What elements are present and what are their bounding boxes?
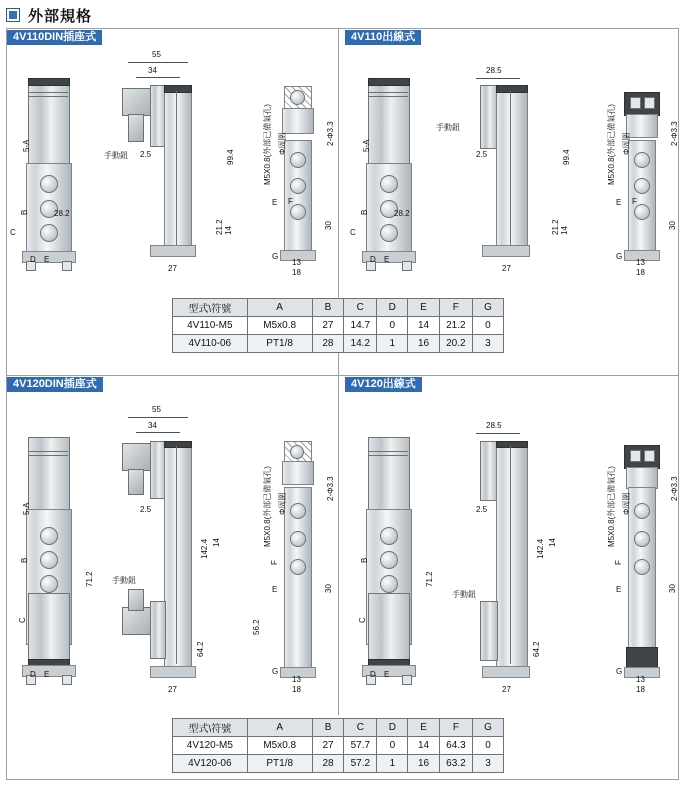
cell-b: 28 [312, 755, 344, 773]
dim-142-4-d: 142.4 [536, 538, 545, 559]
label-port-E-c: E [44, 670, 50, 679]
valve-body-side-c [164, 441, 192, 668]
cell-a: M5x0.8 [247, 737, 312, 755]
dim-18-b: 18 [636, 268, 645, 277]
label-manual-override-b: 手動鈕 [436, 123, 460, 132]
cell-g: 3 [472, 335, 503, 353]
th-type: 型式\符號 [173, 299, 248, 317]
din-connector-neck-c1 [128, 469, 144, 495]
center-line-side-c [176, 446, 177, 664]
center-line-side [176, 91, 177, 245]
dim-64-2-c: 64.2 [196, 641, 205, 657]
dim-99-4: 99.4 [226, 149, 235, 165]
plan-port-c1 [290, 503, 306, 519]
cell-d: 1 [377, 755, 408, 773]
plan-top-body-d [626, 467, 658, 489]
valve-top-cap-d [496, 441, 528, 448]
label-port-E2-d: E [616, 585, 622, 594]
coil-line-1b [368, 92, 408, 93]
coil-line-2 [28, 96, 68, 97]
valve-coil-top-d [368, 437, 410, 511]
port-circle-c2 [40, 551, 58, 569]
note-thread-d: M5X0.8(外部已備氣孔) [607, 466, 616, 547]
label-port-C-d: C [358, 617, 367, 623]
dim-30-d: 30 [668, 584, 677, 593]
cell-e: 16 [408, 755, 440, 773]
coil-line-d1 [368, 451, 408, 452]
mount-hole-right-d [402, 675, 412, 685]
plan-port-d3 [634, 559, 650, 575]
label-manual-override: 手動鈕 [104, 151, 128, 160]
label-port-D-d: D [370, 670, 376, 679]
lead-pin-d2 [644, 450, 655, 462]
port-circle-d1 [380, 527, 398, 545]
label-port-G: G [272, 252, 279, 261]
label-port-E-b: E [384, 255, 390, 264]
note-hole-d: 2-Φ3.3 [670, 476, 679, 501]
din-connector-neck-c2 [128, 589, 144, 611]
coil-cap-b [368, 78, 410, 86]
cell-type: 4V110-06 [173, 335, 248, 353]
th-b: B [312, 719, 344, 737]
drawing-4v110-lead [340, 0, 685, 345]
dim-14-d: 14 [548, 538, 557, 547]
plan-port-d2 [634, 531, 650, 547]
table-row [173, 737, 504, 755]
dim-28-5-b: 28.5 [486, 66, 502, 75]
dim-99-4-b: 99.4 [562, 149, 571, 165]
coil-line-2b [368, 96, 408, 97]
mount-hole-right-c [62, 675, 72, 685]
note-hole-b: 2-Φ3.3 [670, 121, 679, 146]
note-thread: M5X0.8(外部已備氣孔) [263, 104, 272, 185]
valve-top-cap-c [164, 441, 192, 448]
plan-port-c3 [290, 559, 306, 575]
note-dia-c: Φ周圍 [278, 492, 287, 515]
dim-line-34-c [136, 432, 180, 433]
drawing-4v120-lead [340, 375, 685, 715]
dim-56-2-c: 56.2 [252, 619, 261, 635]
dim-30-c: 30 [324, 584, 333, 593]
mount-hole-right-b [402, 261, 412, 271]
plan-port-c2 [290, 531, 306, 547]
label-port-C-b: C [350, 228, 356, 237]
cell-g: 3 [472, 755, 503, 773]
top-view-hole [290, 90, 305, 105]
center-line-side-b [510, 91, 511, 245]
din-connector-c1 [122, 443, 152, 471]
note-dia-d: Φ周圍 [622, 492, 631, 515]
dim-64-2-d: 64.2 [532, 641, 541, 657]
port-circle-1b [380, 175, 398, 193]
label-port-G-c: G [272, 667, 279, 676]
cell-e: 14 [408, 737, 440, 755]
dim-28-2-b: 28.2 [394, 209, 410, 218]
th-a: A [247, 719, 312, 737]
cell-f: 64.3 [439, 737, 472, 755]
base-plate-side-b [482, 245, 530, 257]
cell-type: 4V120-M5 [173, 737, 248, 755]
th-b: B [312, 299, 344, 317]
label-port-C: C [10, 228, 16, 237]
table-header-row [173, 719, 504, 737]
top-view-body [282, 108, 314, 134]
label-port-F-d: F [614, 560, 623, 565]
plan-port-d1 [634, 503, 650, 519]
label-port-B-b: B [360, 209, 369, 215]
spec-table-4v110 [172, 298, 504, 353]
cell-e: 14 [408, 317, 440, 335]
valve-body-side-d [496, 441, 528, 668]
dim-line-55-c [128, 417, 188, 418]
note-thread-c: M5X0.8(外部已備氣孔) [263, 466, 272, 547]
dim-2-5: 2.5 [140, 150, 152, 159]
th-g: G [472, 719, 503, 737]
dim-71-2-d: 71.2 [425, 571, 434, 587]
th-f: F [439, 299, 472, 317]
cell-c: 14.7 [344, 317, 377, 335]
label-manual-override-c: 手動鈕 [112, 576, 136, 585]
cell-b: 27 [312, 737, 344, 755]
label-port-D: D [30, 255, 36, 264]
dim-27: 27 [168, 264, 177, 273]
port-circle-3b [380, 224, 398, 242]
cell-f: 20.2 [439, 335, 472, 353]
cell-f: 21.2 [439, 317, 472, 335]
dim-27-d: 27 [502, 685, 511, 694]
table-row [173, 755, 504, 773]
dim-71-2-c: 71.2 [85, 571, 94, 587]
dim-14-b: 14 [560, 226, 569, 235]
th-e: E [408, 719, 440, 737]
label-port-F-c: F [270, 560, 279, 565]
dim-line-28-5d [476, 433, 520, 434]
dim-18-d: 18 [636, 685, 645, 694]
dim-13-c: 13 [292, 675, 301, 684]
plan-port-3 [290, 204, 306, 220]
dim-13-b: 13 [636, 258, 645, 267]
coil-line-c2 [28, 455, 68, 456]
dim-18-c: 18 [292, 685, 301, 694]
coil-line-c1 [28, 451, 68, 452]
cell-e: 16 [408, 335, 440, 353]
valve-top-cap [164, 85, 192, 93]
label-port-C-c: C [18, 617, 27, 623]
label-port-E-d: E [384, 670, 390, 679]
port-circle-3 [40, 224, 58, 242]
th-type: 型式\符號 [173, 719, 248, 737]
note-dia: Φ周圍 [278, 132, 287, 155]
label-port-E2: E [272, 198, 278, 207]
label-port-E2-b: E [616, 198, 622, 207]
section-title-4v110-lead: 4V110出線式 [345, 30, 421, 45]
lead-connector-block-d2 [626, 647, 658, 669]
dim-14: 14 [224, 226, 233, 235]
dim-55: 55 [152, 50, 161, 59]
label-port-B: B [20, 209, 29, 215]
dim-line-55 [128, 62, 188, 63]
port-circle-1 [40, 175, 58, 193]
label-port-D-c: D [30, 670, 36, 679]
section-title-4v110-din: 4V110DIN插座式 [7, 30, 102, 45]
dim-5-A-b: 5-A [362, 139, 371, 152]
cell-d: 0 [377, 737, 408, 755]
lead-pin-1 [630, 97, 641, 109]
dim-13-d: 13 [636, 675, 645, 684]
drawing-4v120-din [0, 375, 338, 715]
dim-142-4-c: 142.4 [200, 538, 209, 559]
dim-27-c: 27 [168, 685, 177, 694]
port-circle-c1 [40, 527, 58, 545]
lead-pin-d1 [630, 450, 641, 462]
base-plate-side-d [482, 666, 530, 678]
plan-port-2b [634, 178, 650, 194]
base-plate-side [150, 245, 196, 257]
cell-c: 57.7 [344, 737, 377, 755]
cell-d: 0 [377, 317, 408, 335]
th-d: D [377, 719, 408, 737]
dim-28-2: 28.2 [54, 209, 70, 218]
page-title: 外部規格 [28, 7, 93, 25]
dim-2-5-c: 2.5 [140, 505, 152, 514]
label-manual-override-d: 手動鈕 [452, 590, 476, 599]
th-c: C [344, 719, 377, 737]
port-circle-c3 [40, 575, 58, 593]
cell-c: 14.2 [344, 335, 377, 353]
plan-port-1b [634, 152, 650, 168]
label-port-G-b: G [616, 252, 623, 261]
cell-a: PT1/8 [247, 335, 312, 353]
note-hole: 2-Φ3.3 [326, 121, 335, 146]
dim-5-A: 5-A [22, 139, 31, 152]
cell-b: 27 [312, 317, 344, 335]
th-f: F [439, 719, 472, 737]
dim-28-5-d: 28.5 [486, 421, 502, 430]
valve-coil-bottom-d [368, 593, 410, 667]
th-e: E [408, 299, 440, 317]
plan-port-3b [634, 204, 650, 220]
lead-pin-2 [644, 97, 655, 109]
cell-type: 4V120-06 [173, 755, 248, 773]
din-connector-c2 [122, 607, 152, 635]
table-row [173, 335, 504, 353]
label-port-E: E [44, 255, 50, 264]
dim-30: 30 [324, 221, 333, 230]
plan-port-2 [290, 178, 306, 194]
spec-table-4v120 [172, 718, 504, 773]
valve-body-side-b [496, 85, 528, 247]
dim-21-2-b: 21.2 [551, 219, 560, 235]
label-port-E2-c: E [272, 585, 278, 594]
dim-line-34 [136, 77, 180, 78]
valve-coil-bottom-c [28, 593, 70, 667]
coil-line-d2 [368, 455, 408, 456]
th-c: C [344, 299, 377, 317]
valve-body-side [164, 85, 192, 247]
dim-21-2: 21.2 [215, 219, 224, 235]
port-circle-d3 [380, 575, 398, 593]
table-row [173, 317, 504, 335]
label-port-F-b: F [632, 197, 637, 206]
note-dia-b: Φ周圍 [622, 132, 631, 155]
section-title-4v120-din: 4V120DIN插座式 [7, 377, 103, 392]
cell-a: M5x0.8 [247, 317, 312, 335]
dim-34: 34 [148, 66, 157, 75]
vertical-divider-bottom [338, 375, 339, 715]
th-g: G [472, 299, 503, 317]
cell-f: 63.2 [439, 755, 472, 773]
dim-18: 18 [292, 268, 301, 277]
label-port-B-c: B [20, 557, 29, 563]
top-view-body-c [282, 461, 314, 485]
cell-a: PT1/8 [247, 755, 312, 773]
dim-5-A-c: 5-A [22, 502, 31, 515]
th-d: D [377, 299, 408, 317]
cell-b: 28 [312, 335, 344, 353]
coil-cap [28, 78, 70, 86]
valve-coil-top-c [28, 437, 70, 511]
th-a: A [247, 299, 312, 317]
port-circle-d2 [380, 551, 398, 569]
table-header-row [173, 299, 504, 317]
note-hole-c: 2-Φ3.3 [326, 476, 335, 501]
din-connector-neck [128, 114, 144, 142]
dim-2-5-d: 2.5 [476, 505, 488, 514]
label-port-B-d: B [360, 557, 369, 563]
drawing-4v110-din [0, 0, 338, 345]
dim-13: 13 [292, 258, 301, 267]
label-port-G-d: G [616, 667, 623, 676]
section-title-4v120-lead: 4V120出線式 [345, 377, 422, 392]
cell-c: 57.2 [344, 755, 377, 773]
center-line-side-d [510, 446, 511, 664]
cell-g: 0 [472, 317, 503, 335]
dim-14-c: 14 [212, 538, 221, 547]
dim-2-5-b: 2.5 [476, 150, 488, 159]
top-view-hole-c [290, 445, 304, 459]
cell-type: 4V110-M5 [173, 317, 248, 335]
note-thread-b: M5X0.8(外部已備氣孔) [607, 104, 616, 185]
label-port-F: F [288, 197, 293, 206]
dim-34-c: 34 [148, 421, 157, 430]
label-port-D-b: D [370, 255, 376, 264]
base-plate-side-c [150, 666, 196, 678]
mount-hole-right [62, 261, 72, 271]
coil-side-d2 [480, 601, 498, 661]
valve-top-cap-b [496, 85, 528, 93]
cell-d: 1 [377, 335, 408, 353]
dim-line-28-5b [476, 78, 520, 79]
coil-line-1 [28, 92, 68, 93]
cell-g: 0 [472, 737, 503, 755]
dim-55-c: 55 [152, 405, 161, 414]
plan-port-1 [290, 152, 306, 168]
coil-side-c2 [150, 601, 166, 659]
dim-30-b: 30 [668, 221, 677, 230]
din-connector [122, 88, 152, 116]
dim-27-b: 27 [502, 264, 511, 273]
